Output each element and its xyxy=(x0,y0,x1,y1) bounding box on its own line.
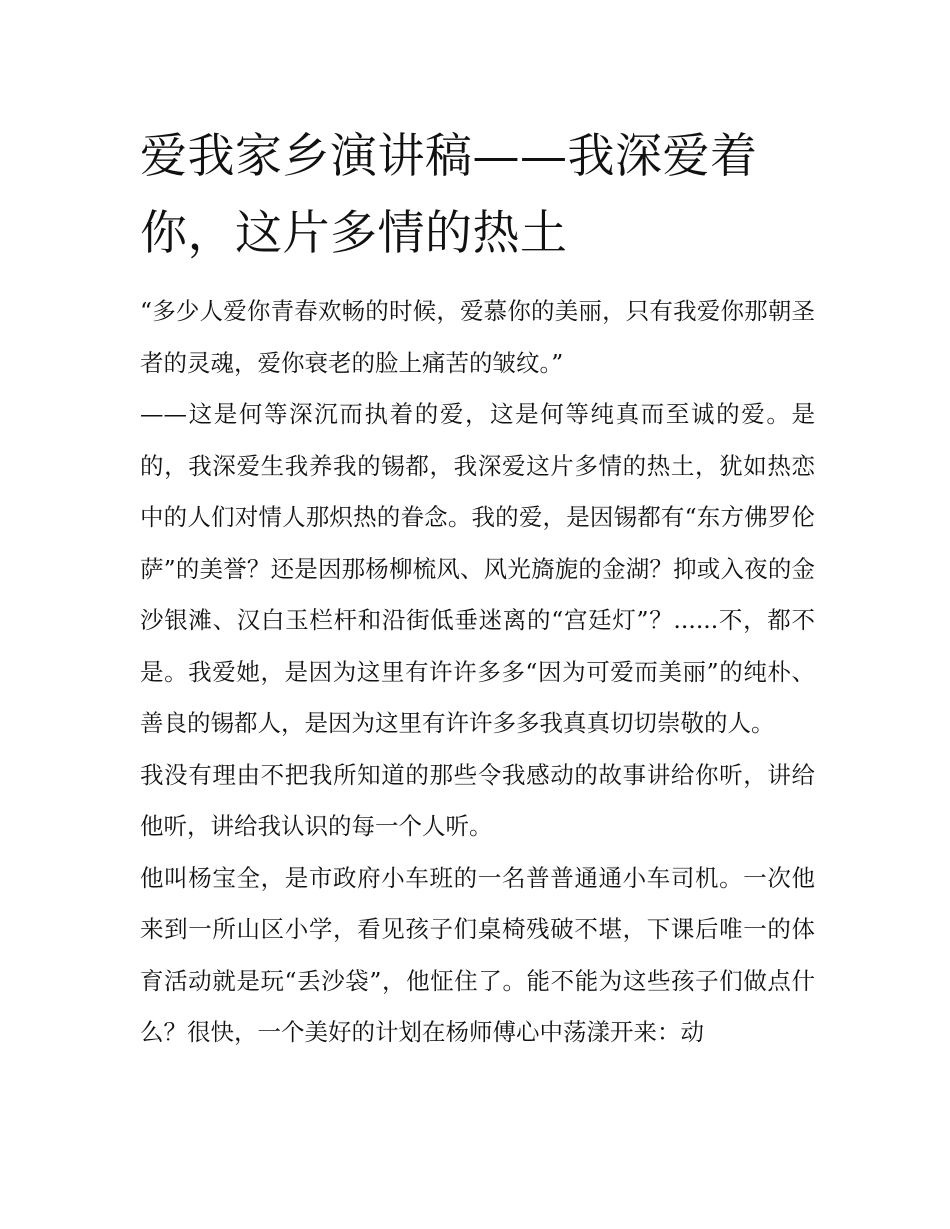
paragraph-tell-stories: 我没有理由不把我所知道的那些令我感动的故事讲给你听，讲给他听，讲给我认识的每一个人听。 xyxy=(140,760,815,840)
paragraph-quote: “多少人爱你青春欢畅的时候，爱慕你的美丽，只有我爱你那朝圣者的灵魂，爱你衰老的脸上痛苦的皱纹。” xyxy=(140,297,815,377)
paragraph-love-hometown: ——这是何等深沉而执着的爱，这是何等纯真而至诚的爱。是的，我深爱生我养我的锡都，我深爱这片多情的热土，犹如热恋中的人们对情人那炽热的眷念。我的爱，是因锡都有“东方佛罗伦萨”的美誉？还是因那杨柳梳风、风光旖旎的金湖？抑或入夜的金沙银滩、汉白玉栏杆和沿街低垂迷离的“宫廷灯”？......不，都不是。我爱她，是因为这里有许许多多“因为可爱而美丽”的纯朴、善良的锡都人，是因为这里有许许多多我真真切切崇敬的人。 xyxy=(140,400,815,737)
document-title: 爱我家乡演讲稿——我深爱着你，这片多情的热土 xyxy=(140,129,758,261)
paragraph-yang-baoquan: 他叫杨宝全，是市政府小车班的一名普普通通小车司机。一次他来到一所山区小学，看见孩子们桌椅残破不堪，下课后唯一的体育活动就是玩“丢沙袋”，他怔住了。能不能为这些孩子们做点什么？很快，一个美好的计划在杨师傅心中荡漾开来：动 xyxy=(140,863,815,1046)
document-page xyxy=(140,118,815,1059)
